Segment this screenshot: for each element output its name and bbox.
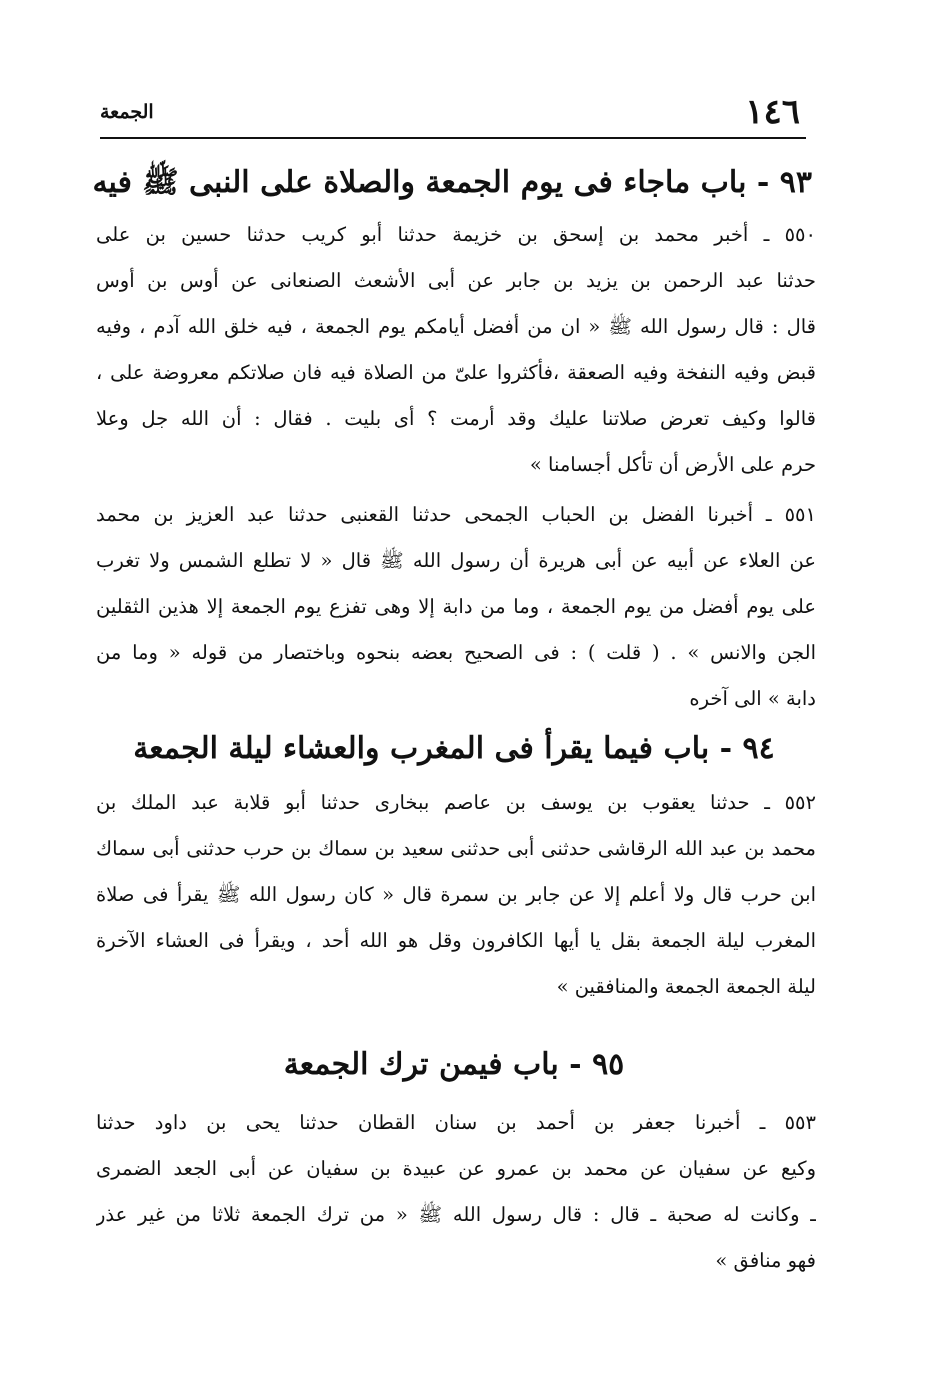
text-line: على يوم أفضل من يوم الجمعة ، وما من دابة إلا وهى تفزع يوم الجمعة إلا هذين الثقلين [96, 595, 816, 618]
text-line: عن العلاء عن أبيه عن أبى هريرة أن رسول الله ﷺ قال « لا تطلع الشمس ولا تغرب [96, 549, 816, 572]
text-line: ٥٥١ ـ أخبرنا الفضل بن الحباب الجمحى حدثنا القعنبى حدثنا عبد العزيز بن محمد [96, 503, 816, 526]
hadith-paragraph [96, 492, 816, 722]
hadith-paragraph [96, 780, 816, 1010]
text-line: ٥٥٠ ـ أخبر محمد بن إسحق بن خزيمة حدثنا أبو كريب حدثنا حسين بن على [96, 223, 816, 246]
text-line: حدثنا عبد الرحمن بن يزيد بن جابر عن أبى الأشعث الصنعانى عن أوس بن أوس [96, 269, 816, 292]
text-line: قبض وفيه النفخة وفيه الصعقة ،فأكثروا علىّ من الصلاة فيه فان صلاتكم معروضة على ، [96, 361, 816, 384]
running-title: الجمعة [100, 101, 154, 123]
hadith-paragraph [96, 1100, 816, 1284]
text-line: ابن حرب قال ولا أعلم إلا عن جابر بن سمرة قال « كان رسول الله ﷺ يقرأ فى صلاة [96, 883, 816, 906]
text-line: دابة » الى آخره [689, 687, 816, 710]
text-line: وكيع عن سفيان عن محمد بن عمرو عن عبيدة بن سفيان عن أبى الجعد الضمرى [96, 1157, 816, 1180]
header-rule [100, 137, 806, 139]
text-line: محمد بن عبد الله الرقاشى حدثنى أبى حدثنى سعيد بن سماك بن حرب حدثنى أبى سماك [96, 837, 816, 860]
text-line: ليلة الجمعة الجمعة والمنافقين » [556, 975, 816, 998]
chapter-heading: ٩٣ - باب ماجاء فى يوم الجمعة والصلاة على النبى ﷺ فيه [92, 165, 812, 200]
text-line: قال : قال رسول الله ﷺ « ان من أفضل أيامكم يوم الجمعة ، فيه خلق الله آدم ، وفيه [96, 315, 816, 338]
text-line: ٥٥٢ ـ حدثنا يعقوب بن يوسف بن عاصم ببخارى حدثنا أبو قلابة عبد الملك بن [96, 791, 816, 814]
hadith-paragraph [96, 212, 816, 488]
text-line: ـ وكانت له صحبة ـ قال : قال رسول الله ﷺ « من ترك الجمعة ثلاثا من غير عذر [96, 1203, 816, 1226]
page-number: ١٤٦ [745, 92, 800, 132]
text-line: حرم على الأرض أن تأكل أجسامنا » [529, 453, 816, 476]
chapter-heading: ٩٤ - باب فيما يقرأ فى المغرب والعشاء ليلة الجمعة [133, 731, 775, 766]
text-line: ٥٥٣ ـ أخبرنا جعفر بن أحمد بن سنان القطان حدثنا يحى بن داود حدثنا [96, 1111, 816, 1134]
chapter-heading: ٩٥ - باب فيمن ترك الجمعة [283, 1047, 625, 1082]
page-header [100, 92, 800, 132]
text-line: فهو منافق » [715, 1249, 816, 1272]
text-line: المغرب ليلة الجمعة بقل يا أيها الكافرون وقل هو الله أحد ، ويقرأ فى العشاء الآخرة [96, 929, 816, 952]
text-line: قالوا وكيف تعرض صلاتنا عليك وقد أرمت ؟ أى بليت . فقال : أن الله جل وعلا [96, 407, 816, 430]
text-line: الجن والانس » . ( قلت ) : فى الصحيح بعضه بنحوه وباختصار من قوله « وما من [96, 641, 816, 664]
